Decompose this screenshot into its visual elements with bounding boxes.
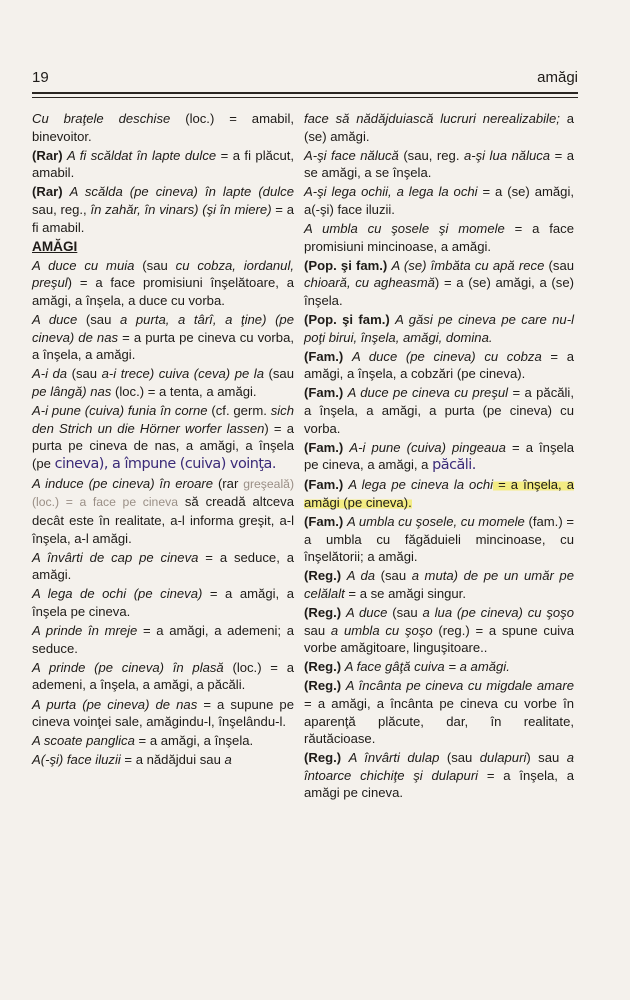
entry-text: a muta) de pe un umăr pe celălalt: [304, 568, 574, 601]
dictionary-entry: [304, 749, 574, 802]
entry-text: A-şi lega ochii, a lega la ochi: [304, 184, 478, 200]
entry-text: (sau: [439, 750, 480, 766]
entry-text: a umbla cu şoşo: [330, 622, 433, 638]
dictionary-entry: [304, 513, 574, 566]
entry-text: (sau: [77, 312, 120, 328]
entry-text: ) = a face promisiuni înşelătoare, a amăgi, a înşela, a duce cu vorba.: [32, 275, 294, 308]
entry-text: A-i da: [32, 366, 68, 382]
entry-text: AMĂGI: [32, 238, 78, 254]
entry-text: = a face promisiuni mincinoase, a amăgi.: [304, 221, 575, 254]
entry-text: = a amăgi, a înşela pe cineva.: [32, 586, 294, 620]
entry-text: = a înşela, a amăgi (pe cineva).: [304, 477, 574, 510]
dictionary-entry: [32, 110, 294, 145]
entry-text: A prinde (pe cineva) în plasă: [32, 659, 224, 675]
entry-text: = a purta pe cineva cu vorba, a înşela, a amăgi.: [32, 329, 294, 363]
entry-text: [63, 184, 70, 199]
entry-text: (rar: [213, 475, 244, 491]
dictionary-entry: [32, 751, 294, 769]
entry-text: ) sau: [526, 750, 567, 766]
entry-text: (Reg.): [304, 605, 342, 621]
page-header: [32, 62, 578, 86]
entry-text: [343, 349, 352, 364]
entry-text: face să nădăjduiască lucruri nerealizabile;: [304, 111, 560, 126]
dictionary-entry: [32, 585, 294, 620]
entry-text: (Rar): [32, 184, 63, 200]
entry-text: cu cobza, iordanul, preşul: [32, 257, 294, 291]
dictionary-entry: [304, 110, 574, 145]
dictionary-entry: [32, 147, 294, 182]
entry-text: (loc.) = a tenta, a amăgi.: [111, 383, 257, 399]
section-heading: [32, 238, 294, 256]
dictionary-entry: [32, 475, 294, 547]
entry-text: (Rar): [32, 147, 63, 163]
entry-text: cineva), a împune (cuiva) voinţa.: [54, 455, 276, 472]
dictionary-entry: [304, 567, 574, 602]
entry-text: (loc.) = a ademeni, a înşela, a amăgi, a păcăli.: [32, 659, 294, 693]
entry-text: A învârti de cap pe cineva: [32, 549, 199, 565]
dictionary-entry: [304, 604, 574, 657]
entry-text: = a fi plăcut, amabil.: [32, 147, 294, 181]
entry-text: pe lângă) nas: [32, 383, 112, 399]
dictionary-entry: [32, 696, 294, 731]
entry-text: a-şi lua năluca: [463, 147, 551, 163]
entry-text: A duce (pe cineva) cu cobza: [351, 348, 542, 364]
entry-text: A fi scăldat în lapte dulce: [67, 147, 217, 163]
entry-text: = a amăgi, a înşela, a cobzări (pe cineva).: [304, 348, 574, 382]
entry-text: (Fam.): [304, 385, 344, 401]
entry-text: A scoate panglica: [32, 733, 135, 749]
entry-text: [341, 750, 348, 765]
entry-text: A face gâţă cuiva = a amăgi.: [344, 659, 510, 675]
entry-text: = a amăgi, a încânta pe cineva cu vorbe în aparenţă plăcute, dar, în realitate, răutăcioase.: [304, 696, 574, 747]
entry-text: = a amăgi, a ademeni; a seduce.: [32, 623, 294, 656]
entry-text: (sau: [387, 605, 423, 621]
dictionary-entry: [304, 220, 574, 255]
entry-text: chioară, cu agheasmă: [304, 275, 435, 291]
entry-text: (Fam.): [304, 477, 344, 493]
entry-text: A duce: [345, 605, 388, 621]
entry-text: A umbla cu şosele şi momele: [304, 221, 505, 237]
dictionary-entry: [304, 257, 574, 310]
entry-text: = a amăgi, a înşela.: [134, 733, 254, 749]
entry-text: păcăli.: [432, 457, 476, 474]
entry-text: A-i pune (cuiva) funia în corne: [32, 403, 208, 418]
dictionary-entry: [32, 659, 294, 694]
entry-text: ) = a purta pe cineva de nas, a amăgi, a înşela (pe: [32, 420, 294, 471]
entry-text: (Pop. şi fam.): [304, 257, 388, 273]
entry-text: a purta, a târî, a ţine) (pe cineva) de nas: [32, 312, 294, 345]
dictionary-entry: [32, 311, 294, 364]
dictionary-entry: [304, 147, 574, 182]
entry-text: dulapuri: [479, 750, 527, 766]
entry-text: să creadă altceva decât este în realitate, a-l informa greşit, a-l înşela, a-l amăgi.: [32, 494, 294, 546]
entry-text: A-şi face nălucă: [304, 147, 399, 163]
entry-text: a (se) amăgi.: [304, 111, 575, 144]
entry-text: A găsi pe cineva pe care nu-l poţi birui, înşela, amăgi, domina.: [304, 312, 574, 345]
entry-text: (sau: [544, 257, 575, 273]
entry-text: A duce: [32, 312, 78, 328]
entry-text: (Pop. şi fam.): [304, 312, 390, 328]
entry-text: sau: [304, 622, 331, 638]
entry-text: (sau: [67, 366, 102, 382]
entry-text: a lua (pe cineva) cu şoşo: [422, 605, 575, 621]
dictionary-entry: [32, 732, 294, 750]
entry-text: = a (se) amăgi, a(-şi) face iluzii.: [304, 184, 574, 217]
entry-text: = a nădăjdui sau: [120, 752, 225, 768]
entry-text: (Reg.): [304, 678, 342, 694]
page-number: 19: [32, 69, 49, 86]
entry-text: A da: [346, 568, 376, 584]
entry-text: (reg.) = a spune cuiva vorbe amăgitoare, linguşitoare..: [304, 622, 574, 656]
dictionary-entry: [32, 549, 294, 584]
entry-text: A(-şi) face iluzii: [32, 752, 121, 768]
entry-text: A-i pune (cuiva) pingeaua: [349, 439, 506, 455]
entry-text: = a păcăli, a înşela, a amăgi, a purta (pe cineva) cu vorba.: [304, 385, 574, 436]
entry-text: A umbla cu şosele, cu momele: [346, 514, 525, 530]
entry-text: (loc.) = amabil, binevoitor.: [32, 111, 294, 144]
entry-text: greşeală) (loc.) = a face pe cineva: [32, 476, 294, 510]
entry-text: a-i trece) cuiva (ceva) pe la: [101, 366, 264, 382]
entry-text: (Reg.): [304, 750, 342, 766]
dictionary-entry: [304, 439, 574, 475]
entry-text: A învârti dulap: [348, 750, 440, 766]
entry-text: sich den Strich un die Hörner worfer lassen: [32, 403, 294, 436]
entry-text: ) = a (se) amăgi, a (se) înşela.: [304, 275, 574, 308]
header-rule-thick: [32, 92, 578, 94]
entry-text: (Fam.): [304, 514, 344, 530]
entry-text: A prinde în mreje: [32, 623, 138, 639]
entry-text: (fam.) = a umbla cu făgăduieli mincinoase, cu înşelătorii; a amăgi.: [304, 514, 574, 565]
entry-text: (sau: [134, 257, 176, 273]
entry-text: A încânta pe cineva cu migdale amare: [345, 678, 574, 694]
entry-text: = a fi amabil.: [32, 201, 294, 235]
dictionary-entry: [32, 402, 294, 473]
dictionary-entry: [304, 348, 574, 383]
entry-text: A lega de ochi (pe cineva): [32, 586, 203, 602]
entry-text: a întoarce chichiţe şi dulapuri: [304, 750, 575, 783]
entry-text: A scălda (pe cineva) în lapte (dulce: [69, 184, 294, 200]
dictionary-entry: [32, 183, 294, 236]
dictionary-entry: [304, 476, 574, 511]
entry-text: (Fam.): [304, 439, 344, 455]
right-column: [304, 110, 574, 804]
entry-text: = a se amăgi, a se înşela.: [304, 147, 574, 181]
header-rule-thin: [32, 97, 578, 98]
dictionary-entry: [32, 257, 294, 310]
entry-text: A lega pe cineva la ochi: [348, 477, 494, 493]
entry-text: A purta (pe cineva) de nas: [32, 696, 198, 712]
entry-text: = a înşela pe cineva, a amăgi, a: [304, 439, 574, 473]
entry-text: (Fam.): [304, 348, 344, 364]
entry-text: = a supune pe cineva voinţei sale, amăgindu-l, înşelându-l.: [32, 696, 294, 730]
entry-text: A duce cu muia: [32, 257, 135, 273]
dictionary-entry: [32, 622, 294, 657]
dictionary-entry: [304, 677, 574, 747]
entry-text: = a seduce, a amăgi.: [32, 549, 295, 583]
dictionary-entry: [304, 183, 574, 218]
entry-text: (sau, reg.: [398, 147, 464, 163]
entry-text: A induce (pe cineva) în eroare: [32, 475, 214, 491]
running-head: amăgi: [537, 69, 578, 86]
entry-text: a: [224, 752, 232, 768]
entry-text: = a înşela, a amăgi pe cineva.: [304, 767, 574, 801]
left-column: [32, 110, 294, 770]
dictionary-entry: [304, 384, 574, 437]
entry-text: (sau: [375, 568, 412, 584]
entry-text: în zahăr, în vinars) (şi în miere): [90, 201, 272, 217]
dictionary-entry: [32, 365, 294, 400]
entry-text: A duce pe cineva cu preşul: [347, 385, 509, 401]
entry-text: = a se amăgi singur.: [344, 585, 466, 601]
dictionary-entry: [304, 658, 574, 676]
entry-text: (Reg.): [304, 568, 342, 584]
dictionary-entry: [304, 311, 574, 346]
entry-text: (sau: [263, 366, 294, 382]
entry-text: Cu braţele deschise: [32, 111, 171, 126]
entry-text: sau, reg.,: [32, 201, 91, 217]
entry-text: (Reg.): [304, 659, 342, 675]
entry-text: (cf. germ.: [207, 403, 271, 418]
entry-text: A (se) îmbăta cu apă rece: [391, 257, 545, 273]
